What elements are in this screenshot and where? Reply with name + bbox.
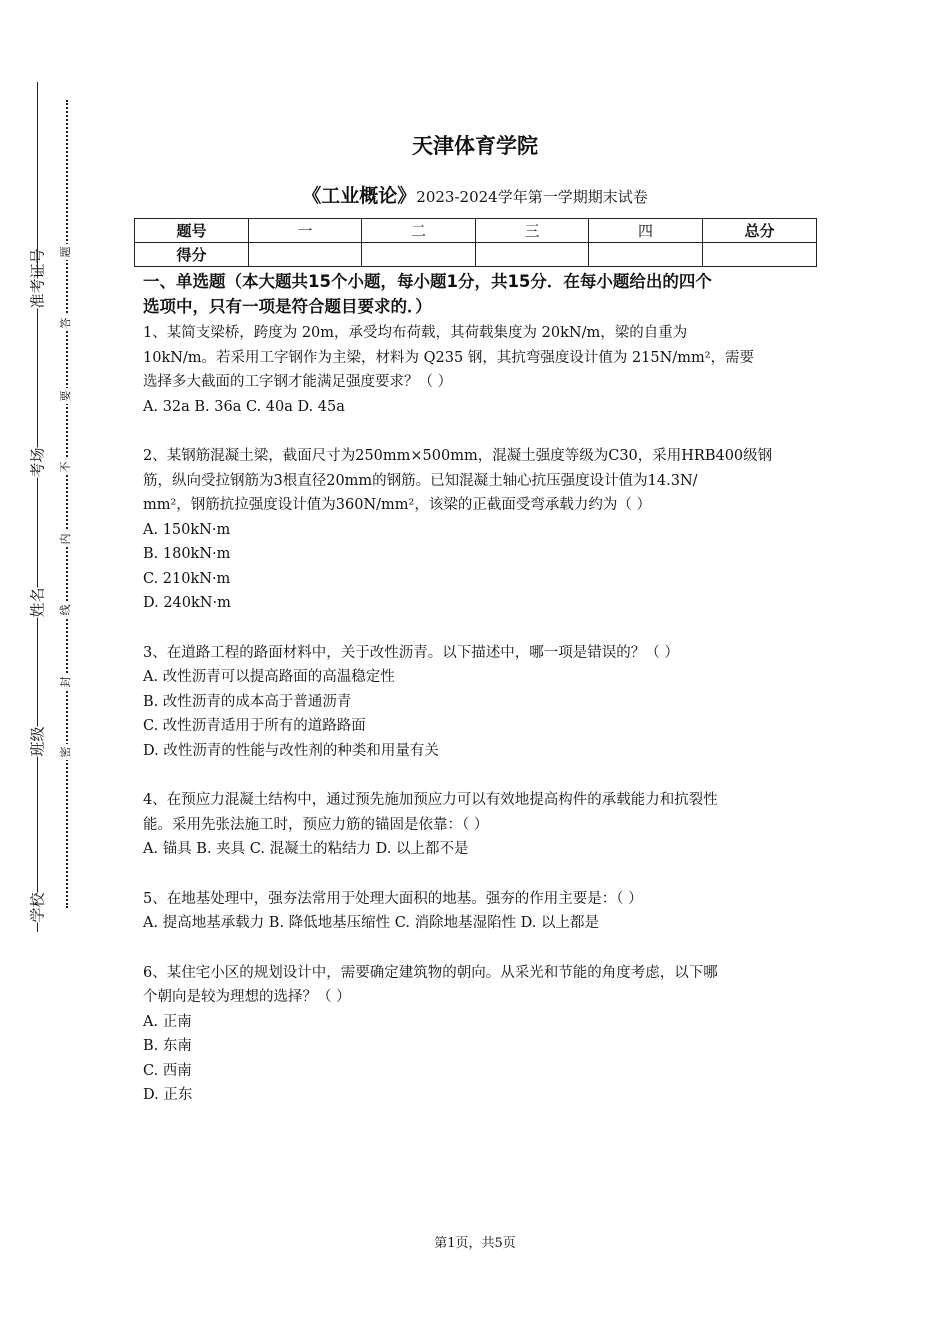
question-stem-line: 3、在道路工程的路面材料中，关于改性沥青。以下描述中，哪一项是错误的？（ ） — [143, 644, 679, 661]
school-name: 天津体育学院 — [412, 134, 538, 158]
seal-dotted-line — [66, 100, 68, 908]
question — [143, 321, 813, 419]
question — [143, 961, 813, 1108]
question-stem-line: 2、某钢筋混凝土梁，截面尺寸为250mm×500mm，混凝土强度等级为C30，采用HRB400级钢 — [143, 448, 773, 464]
seal-char: 题 — [58, 244, 74, 260]
question-stem-line: 选择多大截面的工字钢才能满足强度要求？（ ） — [143, 374, 453, 390]
question-option: A. 32a B. 36a C. 40a D. 45a — [143, 398, 345, 415]
exam-content — [143, 269, 813, 1133]
seal-char: 答 — [58, 315, 74, 331]
question-stem-line: 4、在预应力混凝土结构中，通过预先施加预应力可以有效地提高构件的承载能力和抗裂性 — [143, 792, 718, 808]
score-cell-label: 得分 — [135, 243, 249, 267]
question-stem-line: 1、某简支梁桥，跨度为 20m，承受均布荷载，其荷载集度为 20kN/m，梁的自重为 — [143, 325, 688, 341]
seal-char: 线 — [58, 602, 74, 618]
score-cell-empty — [589, 243, 703, 267]
score-cell-empty — [476, 243, 589, 267]
question — [143, 788, 813, 862]
exam-title — [0, 181, 950, 208]
question-stem-line: 能。采用先张法施工时，预应力筋的锚固是依靠：（ ） — [143, 816, 489, 833]
question-option: A. 150kN·m — [143, 521, 231, 538]
question-option: D. 正东 — [143, 1087, 193, 1103]
question-option: A. 改性沥青可以提高路面的高温稳定性 — [143, 669, 395, 685]
score-cell-empty — [703, 243, 817, 267]
binding-field-school: 学校 — [28, 892, 47, 923]
score-cell-header: 四 — [589, 219, 703, 243]
question-option: B. 180kN·m — [143, 546, 231, 562]
binding-line — [37, 82, 38, 932]
score-cell-header: 一 — [249, 219, 362, 243]
question-stem-line: 10kN/m。若采用工字钢作为主梁，材料为 Q235 钢，其抗弯强度设计值为 215N/mm²，需要 — [143, 349, 755, 366]
question-option: B. 东南 — [143, 1038, 192, 1054]
question-option: C. 210kN·m — [143, 570, 231, 587]
question-option: D. 改性沥青的性能与改性剂的种类和用量有关 — [143, 742, 439, 759]
question-option: A. 正南 — [143, 1013, 192, 1030]
question-option: B. 改性沥青的成本高于普通沥青 — [143, 693, 352, 710]
score-cell-empty — [249, 243, 362, 267]
binding-field-exam-number: 准考证号 — [28, 248, 47, 309]
question-option: C. 改性沥青适用于所有的道路路面 — [143, 718, 366, 734]
question — [143, 887, 813, 936]
question-option: A. 锚具 B. 夹具 C. 混凝土的粘结力 D. 以上都不是 — [143, 841, 469, 857]
question-stem-line: 筋，纵向受拉钢筋为3根直径20mm的钢筋。已知混凝土轴心抗压强度设计值为14.3N/ — [143, 472, 698, 489]
binding-field-class: 班级 — [28, 726, 47, 757]
score-cell-header: 二 — [362, 219, 476, 243]
question-stem-line: mm²，钢筋抗拉强度设计值为360N/mm²，该梁的正截面受弯承载力约为（ ） — [143, 497, 651, 513]
question-stem-line: 个朝向是较为理想的选择？（ ） — [143, 989, 351, 1005]
score-header-row — [135, 219, 817, 243]
seal-char: 密 — [58, 744, 74, 760]
question — [143, 641, 813, 764]
question-option: A. 提高地基承载力 B. 降低地基压缩性 C. 消除地基湿陷性 D. 以上都是 — [143, 915, 600, 931]
exam-term: 2023-2024学年第一学期期末试卷 — [416, 188, 648, 206]
question-stem-line: 6、某住宅小区的规划设计中，需要确定建筑物的朝向。从采光和节能的角度考虑，以下哪 — [143, 964, 718, 981]
score-table — [134, 218, 817, 267]
seal-char: 要 — [58, 388, 74, 404]
page-number: 第1页，共5页 — [434, 1236, 516, 1251]
seal-char: 封 — [58, 674, 74, 690]
seal-char: 内 — [58, 531, 74, 547]
question-stem-line: 5、在地基处理中，强夯法常用于处理大面积的地基。强夯的作用主要是：（ ） — [143, 890, 643, 907]
score-value-row — [135, 243, 817, 267]
section-heading-line: 选项中，只有一项是符合题目要求的．） — [143, 297, 432, 316]
score-cell-label: 题号 — [135, 219, 249, 243]
section-heading — [143, 269, 813, 319]
score-cell-header: 三 — [476, 219, 589, 243]
score-cell-header: 总分 — [703, 219, 817, 243]
question — [143, 444, 813, 616]
score-cell-empty — [362, 243, 476, 267]
seal-char: 不 — [58, 459, 74, 475]
question-option: D. 240kN·m — [143, 595, 231, 611]
course-name: 《工业概论》 — [302, 185, 417, 207]
binding-field-exam-room: 考场 — [28, 447, 47, 478]
question-option: C. 西南 — [143, 1062, 192, 1079]
binding-field-name: 姓名 — [28, 587, 47, 618]
section-heading-line: 一、单选题（本大题共15个小题，每小题1分，共15分．在每小题给出的四个 — [143, 272, 712, 291]
